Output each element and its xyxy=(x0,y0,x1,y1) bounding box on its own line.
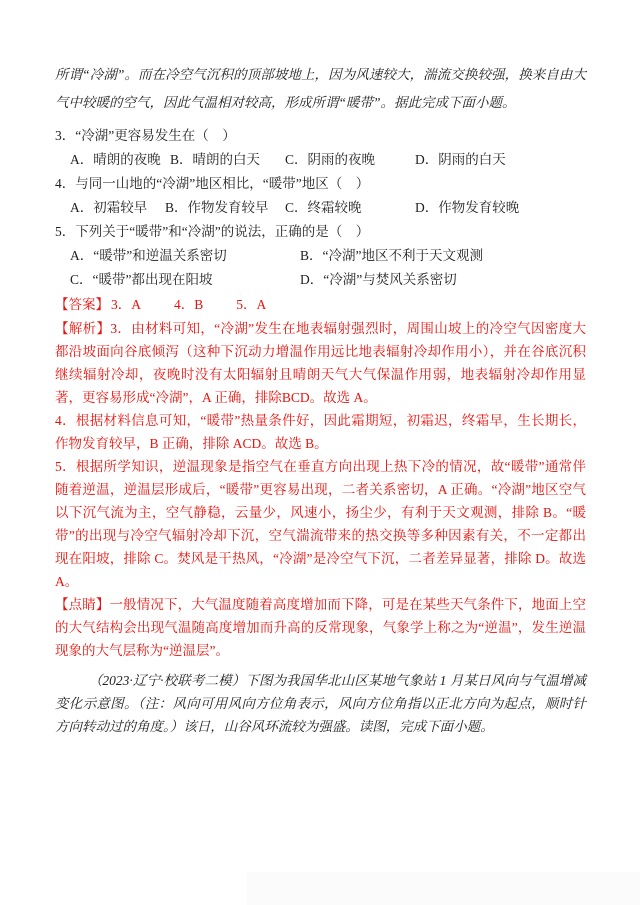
question-4-stem: 4．与同一山地的“冷湖”地区相比，“暖带”地区（ ） xyxy=(55,176,370,191)
tips-paragraph xyxy=(55,593,586,662)
answer-tag: 【答案】 xyxy=(55,297,109,312)
next-material-paragraph: （2023·辽宁·校联考二模）下图为我国华北山区某地气象站 1 月某日风向与气温增减变化示意图。（注：风向可用风向方位角表示，风向方位角指以正北方向为起点，顺时针方向转动过的角度。）该日，山谷风环流较为强盛。读图，完成下面小题。 xyxy=(55,673,586,734)
question-5-option-d: D．“冷湖”与焚风关系密切 xyxy=(300,272,457,287)
answer-line xyxy=(55,293,586,317)
tips-tag: 【点睛】 xyxy=(55,597,110,612)
intro-paragraph: 所谓“冷湖”。而在冷空气沉积的顶部坡地上，因为风速较大，湍流交换较强，换来自由大气中较暖的空气，因此气温相对较高，形成所谓“暖带”。据此完成下面小题。 xyxy=(55,67,586,110)
question-4-option-d: D．作物发育较晚 xyxy=(415,200,520,215)
question-3-option-d: D．阴雨的白天 xyxy=(415,152,506,167)
question-4-option-a: A．初霜较早 xyxy=(70,200,148,215)
analysis-tag: 【解析】 xyxy=(55,321,111,336)
question-3-option-a: A．晴朗的夜晚 xyxy=(70,152,161,167)
analysis-paragraph-5: 5．根据所学知识，逆温现象是指空气在垂直方向出现上热下冷的情况，故“暖带”通常伴随着逆温，逆温层形成后，“暖带”更容易出现，二者关系密切，A 正确。“冷湖”地区空气以下沉气流为主，空气静稳，云量少，风速小，扬尘少，有利于天文观测，排除 B。“暖带”的出现与冷空气辐射冷却下沉，空气湍流带来的热交换等多种因素有关，不一定都出现在阳坡，排除 C。焚风是干热风，“冷湖”是冷空气下沉，二者差异显著，排除 D。故选 A。 xyxy=(55,459,586,589)
document-content xyxy=(55,61,586,738)
answer-item-4: 4．B xyxy=(174,297,204,312)
analysis-paragraph-3 xyxy=(55,317,586,409)
tips-text: 一般情况下，大气温度随着高度增加而下降，可是在某些天气条件下，地面上空的大气结构会出现气温随高度增加而升高的反常现象，气象学上称之为“逆温”，发生逆温现象的大气层称为“逆温层”。 xyxy=(55,597,587,658)
question-4-option-b: B．作物发育较早 xyxy=(165,200,269,215)
analysis-text-3: 3．由材料可知，“冷湖”发生在地表辐射强烈时，周围山坡上的冷空气因密度大都沿坡面向谷底倾泻（这种下沉动力增温作用远比地表辐射冷却作用小），并在谷底沉积继续辐射冷却，夜晚时没有太阳辐射且晴朗天气大气保温作用弱，地表辐射冷却作用显著，更容易形成“冷湖”，A 正确，排除BCD。故选 A。 xyxy=(55,321,587,405)
question-4-options xyxy=(55,196,586,220)
question-4-option-c: C．终霜较晚 xyxy=(285,200,362,215)
analysis-paragraph-4: 4．根据材料信息可知，“暖带”热量条件好，因此霜期短，初霜迟，终霜早，生长期长，作物发育较早，B 正确，排除 ACD。故选 B。 xyxy=(55,413,586,451)
answer-item-5: 5．A xyxy=(236,297,267,312)
question-5-option-b: B．“冷湖”地区不利于天文观测 xyxy=(300,248,483,263)
watermark-band xyxy=(247,872,640,905)
question-5-stem: 5．下列关于“暖带”和“冷湖”的说法，正确的是（ ） xyxy=(55,224,370,239)
question-3 xyxy=(55,124,586,172)
question-3-options xyxy=(55,148,586,172)
answer-item-3: 3．A xyxy=(111,297,141,312)
question-5-option-c: C．“暖带”都出现在阳坡 xyxy=(70,272,213,287)
question-5-options xyxy=(55,244,586,292)
question-3-option-c: C．阴雨的夜晚 xyxy=(285,152,376,167)
question-4 xyxy=(55,172,586,220)
question-3-option-b: B．晴朗的白天 xyxy=(170,152,261,167)
question-3-stem: 3．“冷湖”更容易发生在（ ） xyxy=(55,128,236,143)
question-5 xyxy=(55,220,586,292)
question-5-option-a: A．“暖带”和逆温关系密切 xyxy=(70,248,227,263)
